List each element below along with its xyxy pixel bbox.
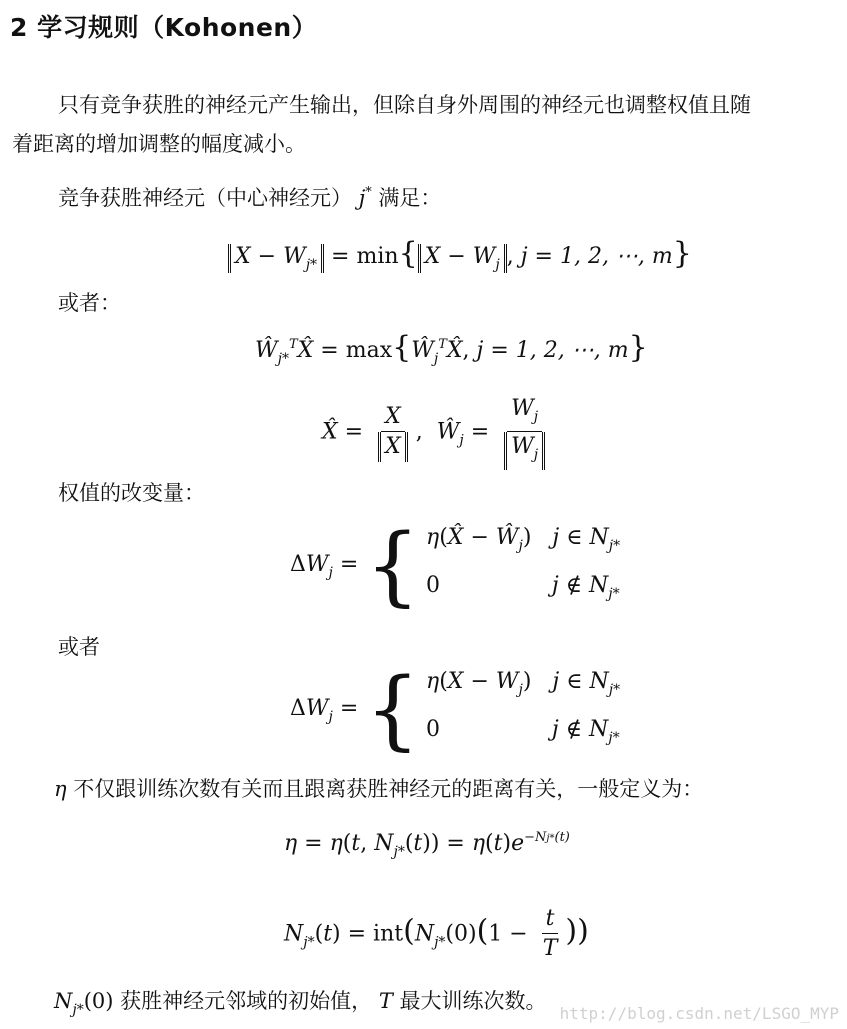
watermark: http://blog.csdn.net/LSGO_MYP <box>559 1004 839 1023</box>
equation-neighborhood: $N_{j*}(t) = int(N_{j*}(0)(1$ − $\frac{t}{T}$ )) <box>284 906 589 961</box>
last-text-2: 最大训练次数。 <box>399 989 547 1013</box>
case2-cond-a: j ∉ N <box>551 573 609 598</box>
case1-cond-a: j ∈ N <box>552 525 609 550</box>
equation-normalize: X̂ = $\frac{X}{X}$ , $Ŵ_j$ = $\frac{W_j}{W_j}$ <box>322 395 553 470</box>
winner-text: 竞争获胜神经元（中心神经元） <box>58 186 352 210</box>
equation-delta-w-2: $\Delta W_j$ = { $\eta(X - W_j)$ j ∈ $N_{j*}$ 0 j ∉ $N_{j*}$ <box>290 660 621 760</box>
max-op: max <box>345 338 393 363</box>
eta-text: 不仅跟训练次数有关而且跟离获胜神经元的距离有关，一般定义为： <box>73 777 704 801</box>
t-symbol: T <box>378 989 393 1013</box>
last-text: 获胜神经元邻域的初始值， <box>120 989 373 1013</box>
or-line-1: 或者： <box>58 291 121 315</box>
equation-max: $Ŵ_{j*}^TX̂$ = $\max\{Ŵ_j^TX̂$, j = 1, 2, ⋯, m} <box>255 330 648 367</box>
last-line <box>54 982 547 1029</box>
min-op: min <box>356 244 399 269</box>
eta-symbol: η <box>54 777 67 801</box>
weight-change-label: 权值的改变量： <box>58 481 205 505</box>
or-line-2: 或者 <box>58 635 100 659</box>
case1-cond-b: j ∈ N <box>552 669 609 694</box>
j-star-symbol: j* <box>358 185 372 210</box>
winner-line <box>58 174 441 217</box>
equation-delta-w-1: $\Delta W_j$ = { η(X̂ − $Ŵ_j$) j ∈ $N_{j*}$ 0 j ∉ $N_{j*}$ <box>290 516 621 616</box>
equation-eta: η = η(t, $N_{j*}(t)) = \eta(t)e^{-Nj*(t)}$ <box>284 830 570 860</box>
intro-line-1: 只有竞争获胜的神经元产生输出，但除自身外周围的神经元也调整权值且随 <box>58 93 751 117</box>
intro-line-2: 着距离的增加调整的幅度减小。 <box>12 132 306 156</box>
case2-cond-b: j ∉ N <box>551 717 609 742</box>
section-heading: 2 学习规则（Kohonen） <box>10 13 318 42</box>
case2-zero-a: 0 <box>426 573 440 598</box>
range-1: j = 1, 2, ⋯, m <box>520 244 673 269</box>
equation-min: $X - W_{j*} = \min${ $X - W_j$ , j = 1, 2, ⋯, m} <box>228 236 692 273</box>
eta-line <box>54 770 703 808</box>
range-2: j = 1, 2, ⋯, m <box>476 338 629 363</box>
case2-zero-b: 0 <box>426 717 440 742</box>
int-op: int <box>373 921 404 947</box>
winner-suffix: 满足： <box>378 186 442 210</box>
n-j-zero: $N_{j*}(0)$ <box>54 989 114 1018</box>
